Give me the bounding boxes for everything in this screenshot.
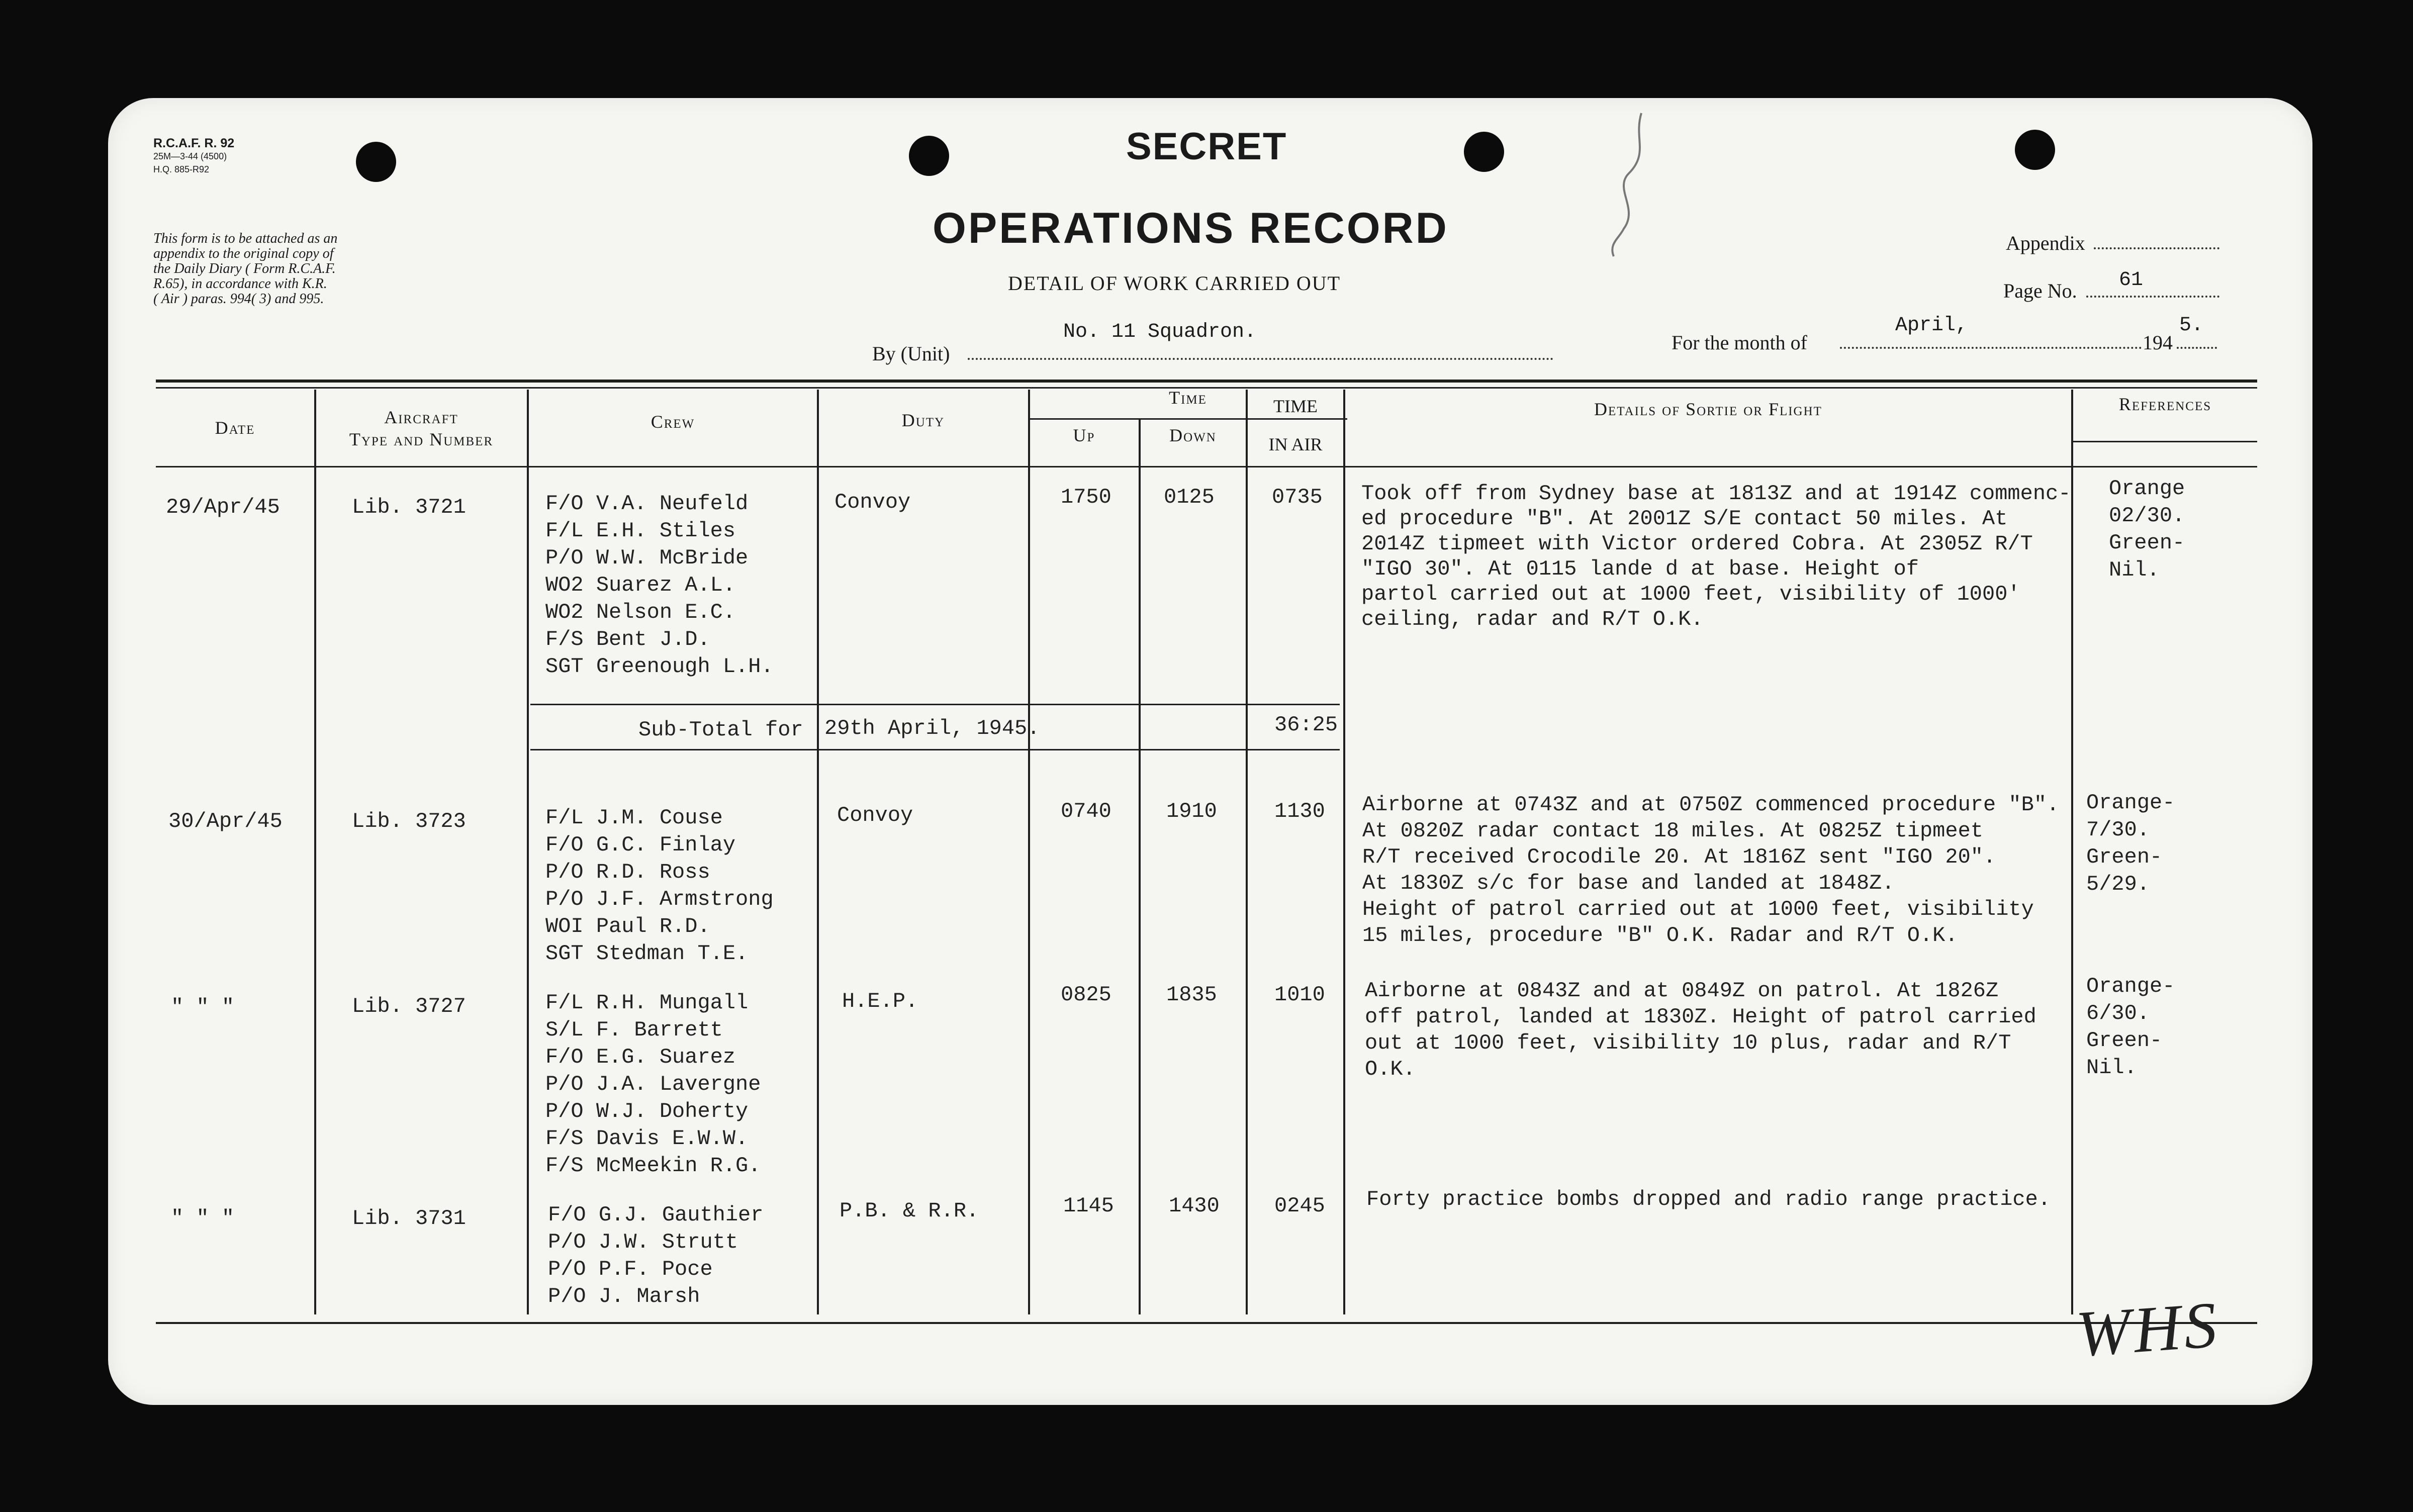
- subtotal-label: Sub-Total for: [638, 718, 803, 742]
- crew-member: F/S McMeekin R.G.: [545, 1154, 761, 1178]
- year-prefix: 194: [2143, 331, 2173, 354]
- crew-member: F/S Davis E.W.W.: [545, 1126, 749, 1151]
- header-up: Up: [1073, 425, 1095, 445]
- details-line: Airborne at 0743Z and at 0750Z commenced procedure "B".: [1362, 793, 2060, 817]
- row1-in-air: 0735: [1272, 485, 1323, 509]
- subtotal-top-rule: [530, 704, 1340, 705]
- crew-member: SGT Stedman T.E.: [545, 941, 749, 966]
- crew-member: S/L F. Barrett: [545, 1018, 723, 1042]
- month-value: April,: [1895, 314, 1968, 337]
- binder-hole-1: [356, 142, 396, 182]
- crew-member: P/O J. Marsh: [548, 1284, 700, 1308]
- crew-member: F/L R.H. Mungall: [545, 991, 749, 1015]
- reference-line: 6/30.: [2086, 1001, 2150, 1025]
- crew-member: F/O E.G. Suarez: [545, 1045, 736, 1069]
- row2-aircraft: Lib. 3723: [352, 809, 466, 833]
- page-title: OPERATIONS RECORD: [933, 204, 1449, 252]
- crew-member: P/O J.F. Armstrong: [545, 887, 774, 911]
- table-bottom-rule: [156, 1322, 2257, 1324]
- crew-member: F/O V.A. Neufeld: [545, 492, 749, 516]
- table-top-rule: [156, 380, 2257, 383]
- details-line: ed procedure "B". At 2001Z S/E contact 50 miles. At: [1361, 507, 2008, 531]
- row1-date: 29/Apr/45: [166, 495, 280, 519]
- row3-details: [1365, 978, 2036, 1082]
- row4-up: 1145: [1063, 1194, 1114, 1218]
- reference-line: 7/30.: [2086, 818, 2150, 842]
- crew-member: F/O G.J. Gauthier: [548, 1203, 764, 1227]
- col-rule-date: [314, 390, 316, 1314]
- col-rule-duty: [1028, 390, 1030, 1314]
- crew-member: F/L J.M. Couse: [545, 806, 723, 830]
- row1-up: 1750: [1061, 485, 1111, 509]
- row3-date: " " ": [171, 995, 235, 1019]
- header-duty: Duty: [901, 410, 945, 430]
- row2-down: 1910: [1166, 799, 1217, 823]
- details-line: partol carried out at 1000 feet, visibility of 1000': [1361, 582, 2020, 606]
- reference-line: Nil.: [2086, 1056, 2137, 1080]
- unit-value: No. 11 Squadron.: [1063, 321, 1257, 343]
- row4-crew: [548, 1201, 763, 1310]
- reference-line: Green-: [2086, 1028, 2163, 1053]
- row2-in-air: 1130: [1274, 799, 1325, 823]
- year-dots: [2177, 347, 2217, 349]
- details-line: off patrol, landed at 1830Z. Height of patrol carried: [1365, 1005, 2036, 1029]
- details-line: At 0820Z radar contact 18 miles. At 0825Z tipmeet: [1362, 819, 1984, 843]
- instruction-line: ( Air ) paras. 994( 3) and 995.: [153, 291, 324, 307]
- reference-line: 02/30.: [2109, 504, 2185, 528]
- binder-hole-3: [1464, 132, 1504, 172]
- header-bottom-rule: [156, 466, 2257, 467]
- subtotal-bottom-rule: [530, 749, 1340, 750]
- crew-member: F/S Bent J.D.: [545, 627, 710, 651]
- header-time: Time: [1169, 388, 1207, 408]
- details-line: R/T received Crocodile 20. At 1816Z sent "IGO 20".: [1362, 845, 1996, 869]
- details-line: 2014Z tipmeet with Victor ordered Cobra. At 2305Z R/T: [1361, 532, 2033, 556]
- crew-member: P/O W.J. Doherty: [545, 1099, 749, 1123]
- row3-duty: H.E.P.: [842, 989, 918, 1013]
- details-line: "IGO 30". At 0115 lande d at base. Height of: [1361, 557, 1919, 581]
- row4-duty: P.B. & R.R.: [840, 1199, 979, 1223]
- crew-member: P/O J.A. Lavergne: [545, 1072, 761, 1096]
- row1-details: [1361, 481, 2071, 632]
- details-line: At 1830Z s/c for base and landed at 1848Z.: [1362, 871, 1895, 895]
- row1-aircraft: Lib. 3721: [352, 495, 466, 519]
- initials-signature: WHS: [2074, 1288, 2222, 1371]
- appendix-label: Appendix: [2006, 232, 2085, 254]
- classification-stamp: SECRET: [1126, 125, 1287, 168]
- row2-duty: Convoy: [837, 803, 913, 827]
- instruction-line: the Daily Diary ( Form R.C.A.F.: [153, 261, 336, 276]
- header-time-in-air: [1248, 387, 1343, 463]
- col-rule-down: [1246, 390, 1248, 1314]
- row4-aircraft: Lib. 3731: [352, 1206, 466, 1231]
- header-aircraft: [316, 406, 527, 450]
- details-line: out at 1000 feet, visibility 10 plus, radar and R/T: [1365, 1031, 2011, 1055]
- row2-references: [2086, 789, 2175, 898]
- header-down: Down: [1169, 425, 1217, 445]
- header-date: Date: [215, 418, 255, 438]
- header-references: References: [2118, 394, 2212, 414]
- header-time-in-air-line2: IN AIR: [1268, 434, 1323, 454]
- form-print-line-2: H.Q. 885-R92: [153, 164, 210, 174]
- reference-line: Green-: [2086, 845, 2163, 869]
- col-rule-aircraft: [527, 390, 529, 1314]
- row1-duty: Convoy: [834, 490, 911, 514]
- details-line: ceiling, radar and R/T O.K.: [1361, 607, 1704, 631]
- reference-line: Nil.: [2109, 558, 2160, 582]
- row2-up: 0740: [1061, 799, 1111, 823]
- subtotal-date: 29th April, 1945.: [824, 716, 1040, 740]
- details-line: Airborne at 0843Z and at 0849Z on patrol. At 1826Z: [1365, 979, 1999, 1003]
- row3-down: 1835: [1166, 983, 1217, 1007]
- row4-down: 1430: [1169, 1194, 1220, 1218]
- month-label: For the month of: [1672, 331, 1807, 354]
- page-no-value: 61: [2119, 269, 2144, 292]
- month-dots: [1840, 347, 2142, 349]
- row3-crew: [545, 989, 761, 1179]
- row2-date: 30/Apr/45: [168, 809, 283, 833]
- binding-string: [1594, 108, 1654, 259]
- form-instruction: [153, 231, 337, 307]
- col-rule-details: [2071, 390, 2073, 1314]
- appendix-dots: [2094, 247, 2219, 249]
- crew-member: F/O G.C. Finlay: [545, 833, 736, 857]
- references-rule: [2071, 441, 2257, 442]
- binder-hole-2: [909, 136, 949, 176]
- row1-down: 0125: [1164, 485, 1215, 509]
- reference-line: Orange-: [2086, 974, 2175, 998]
- details-line: Took off from Sydney base at 1813Z and at 1914Z commenc-: [1361, 482, 2071, 506]
- row3-aircraft: Lib. 3727: [352, 994, 466, 1018]
- instruction-line: appendix to the original copy of: [153, 246, 334, 261]
- details-line: 15 miles, procedure "B" O.K. Radar and R/T O.K.: [1362, 923, 1958, 948]
- row3-up: 0825: [1061, 983, 1111, 1007]
- row1-references: [2109, 475, 2185, 584]
- instruction-line: R.65), in accordance with K.R.: [153, 276, 327, 292]
- header-crew: Crew: [651, 412, 695, 432]
- by-unit-dots: [968, 358, 1553, 360]
- crew-member: P/O W.W. McBride: [545, 546, 749, 570]
- row4-date: " " ": [171, 1206, 235, 1231]
- header-aircraft-line2: Type and Number: [349, 429, 494, 449]
- crew-member: F/L E.H. Stiles: [545, 519, 736, 543]
- reference-line: Orange: [2109, 477, 2185, 501]
- page-no-label: Page No.: [2003, 279, 2077, 302]
- header-aircraft-line1: Aircraft: [384, 407, 458, 427]
- row3-references: [2086, 973, 2175, 1081]
- col-rule-in-air: [1343, 390, 1345, 1314]
- form-print-line-1: 25M—3-44 (4500): [153, 151, 227, 161]
- row4-in-air: 0245: [1274, 1194, 1325, 1218]
- crew-member: P/O J.W. Strutt: [548, 1230, 738, 1254]
- crew-member: P/O R.D. Ross: [545, 860, 710, 884]
- header-details: Details of Sortie or Flight: [1594, 399, 1822, 419]
- row4-details: Forty practice bombs dropped and radio range practice.: [1366, 1187, 2051, 1211]
- col-rule-crew: [817, 390, 819, 1314]
- year-suffix: 5.: [2179, 314, 2204, 337]
- crew-member: P/O P.F. Poce: [548, 1257, 713, 1281]
- row2-details: [1362, 792, 2059, 949]
- details-line: O.K.: [1365, 1057, 1416, 1081]
- binder-hole-4: [2015, 130, 2055, 170]
- form-code: R.C.A.F. R. 92: [153, 136, 235, 150]
- col-rule-up: [1139, 420, 1141, 1314]
- row2-crew: [545, 804, 774, 967]
- crew-member: SGT Greenough L.H.: [545, 654, 774, 679]
- page-subtitle: DETAIL OF WORK CARRIED OUT: [1008, 272, 1341, 295]
- crew-member: WO2 Suarez A.L.: [545, 573, 736, 597]
- reference-line: Orange-: [2086, 791, 2175, 815]
- form-code-block: [153, 137, 234, 176]
- instruction-line: This form is to be attached as an: [153, 231, 338, 246]
- details-line: Height of patrol carried out at 1000 feet, visibility: [1362, 897, 2034, 921]
- reference-line: Green-: [2109, 531, 2185, 555]
- row3-in-air: 1010: [1274, 983, 1325, 1007]
- reference-line: 5/29.: [2086, 872, 2150, 896]
- header-time-in-air-line1: TIME: [1273, 396, 1318, 416]
- crew-member: WO2 Nelson E.C.: [545, 600, 736, 624]
- crew-member: WOI Paul R.D.: [545, 914, 710, 938]
- page-no-dots: [2086, 296, 2219, 298]
- by-unit-label: By (Unit): [872, 342, 950, 365]
- row1-crew: [545, 490, 774, 680]
- subtotal-time: 36:25: [1274, 713, 1338, 737]
